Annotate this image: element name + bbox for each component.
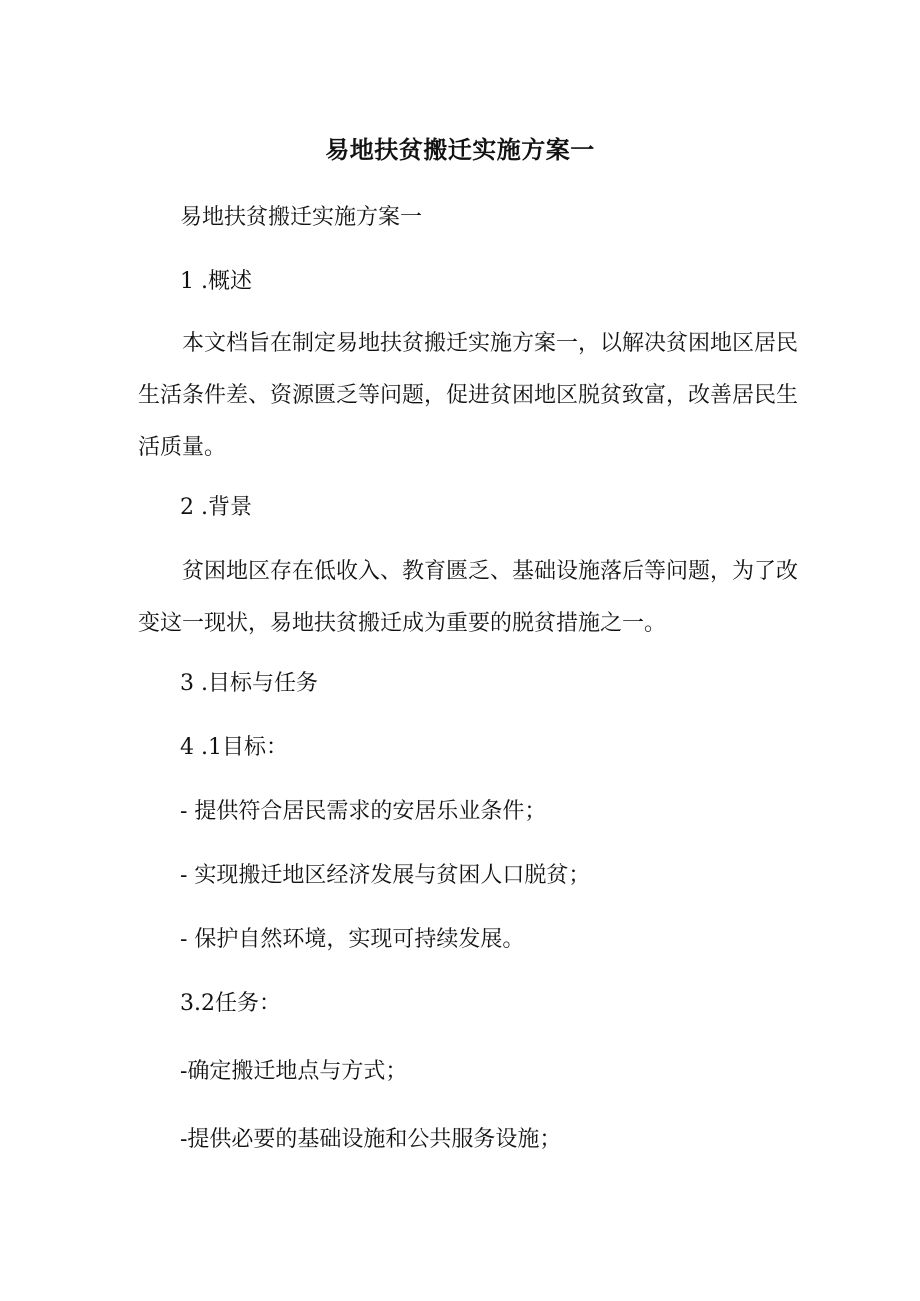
task-item: -提供必要的基础设施和公共服务设施；	[180, 1127, 562, 1152]
goal-item: - 实现搬迁地区经济发展与贫困人口脱贫；	[180, 863, 591, 888]
document-subtitle: 易地扶贫搬迁实施方案一	[180, 205, 423, 230]
goal-item: - 提供符合居民需求的安居乐业条件；	[180, 799, 547, 824]
section-3-2-heading: 3.2任务：	[180, 991, 281, 1016]
section-3-1-heading: 4 .1目标：	[180, 735, 288, 760]
section-1-paragraph: 本文档旨在制定易地扶贫搬迁实施方案一，以解决贫困地区居民生活条件差、资源匮乏等问题，促进贫困地区脱贫致富，改善居民生活质量。	[138, 331, 799, 460]
section-2-paragraph: 贫困地区存在低收入、教育匮乏、基础设施落后等问题，为了改变这一现状，易地扶贫搬迁成为重要的脱贫措施之一。	[138, 559, 799, 636]
document-title: 易地扶贫搬迁实施方案一	[325, 136, 595, 164]
section-1-heading: 1 .概述	[180, 269, 252, 294]
section-2-heading: 2 .背景	[180, 495, 252, 520]
section-3-heading: 3 .目标与任务	[180, 671, 318, 696]
task-item: -确定搬迁地点与方式；	[180, 1059, 408, 1084]
goal-item: - 保护自然环境，实现可持续发展。	[180, 927, 525, 952]
